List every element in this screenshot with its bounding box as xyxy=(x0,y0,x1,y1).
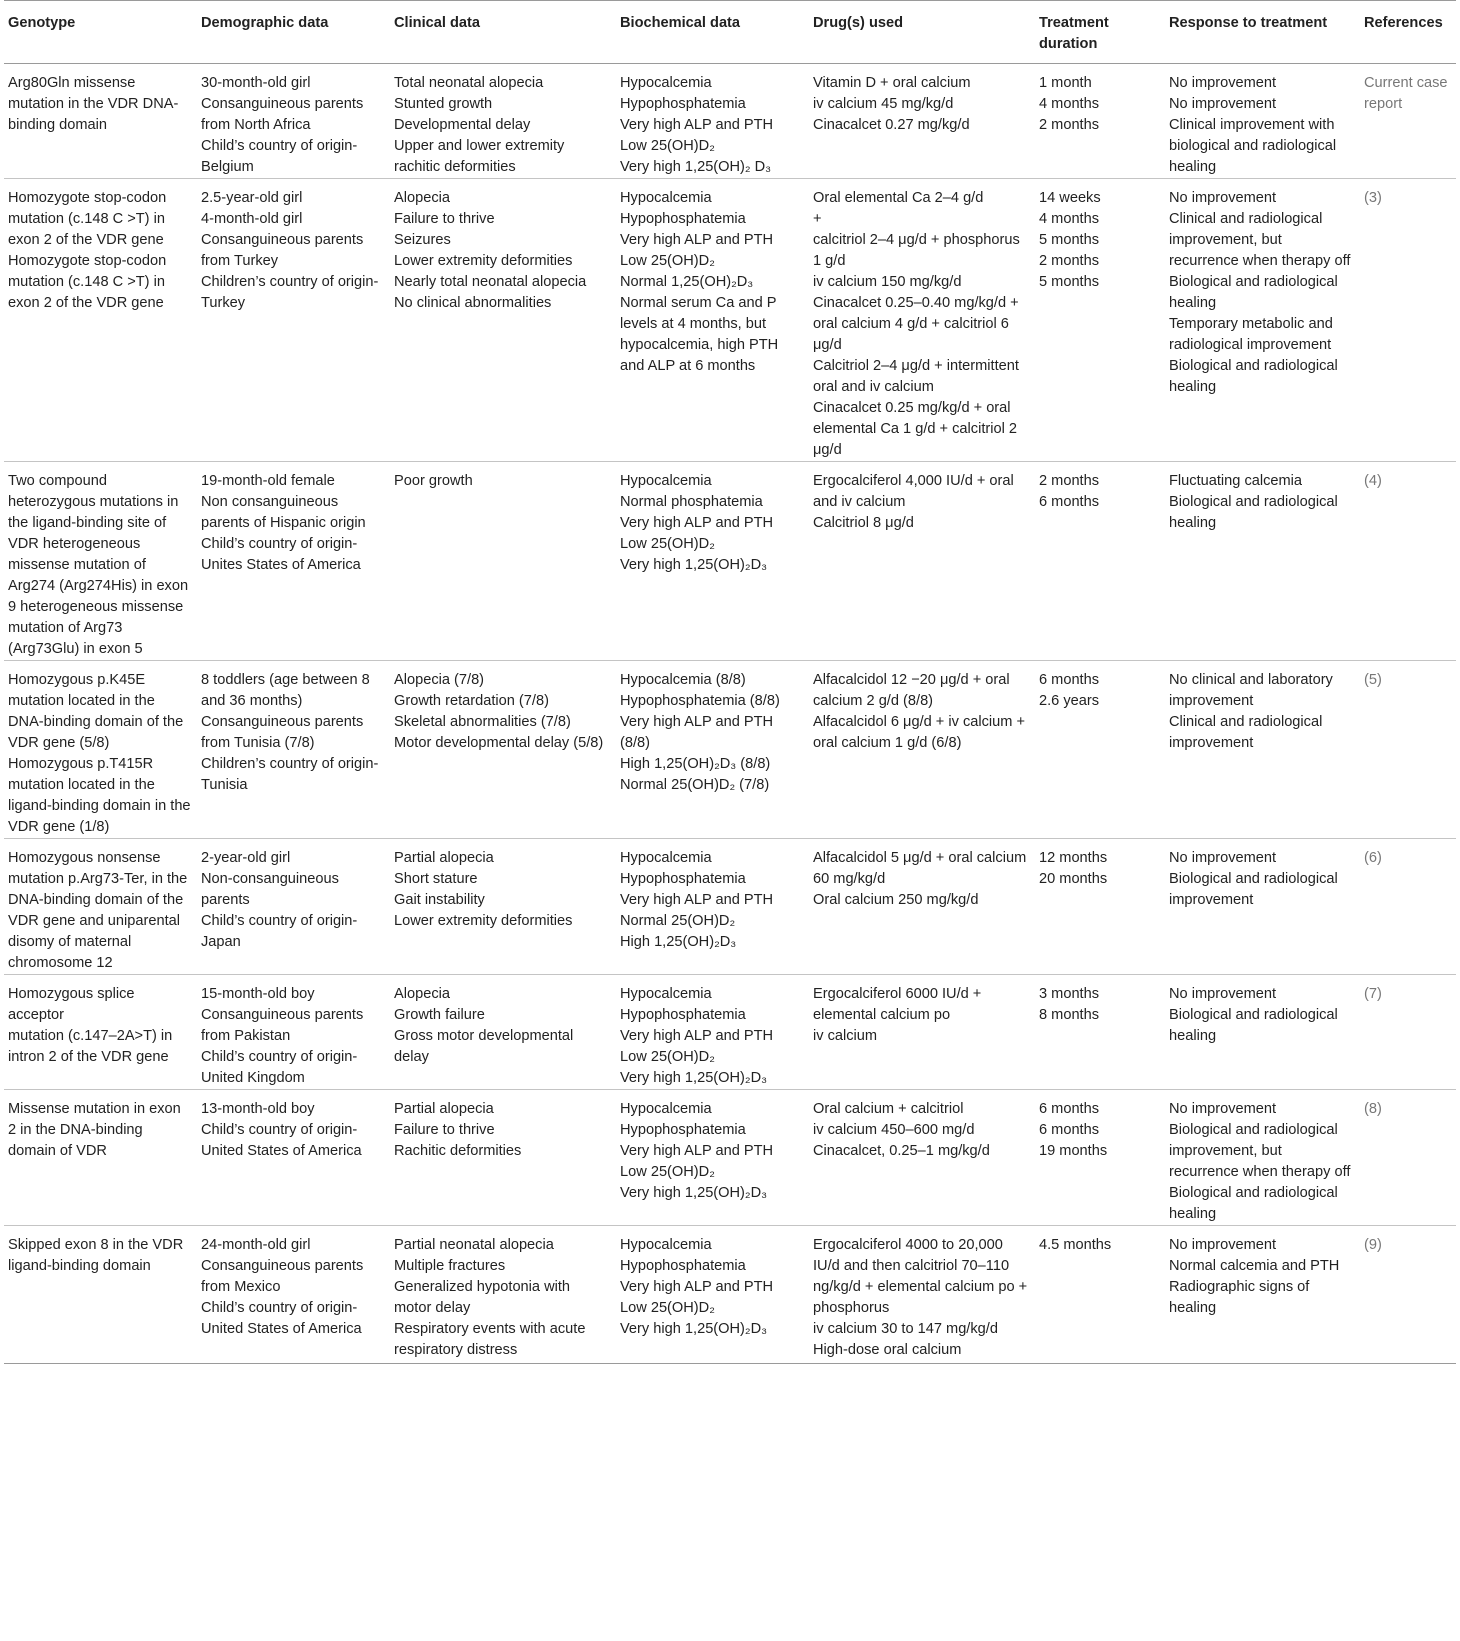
reference-link[interactable]: (6) xyxy=(1364,850,1382,866)
cell-line: iv calcium 150 mg/kg/d xyxy=(813,274,962,290)
cell-line: Biological and radiological improvement xyxy=(1169,871,1338,908)
genotype-cell xyxy=(4,1226,197,1364)
cell-line: Ergocalciferol 4000 to 20,000 IU/d and then calcitriol 70–110 ng/kg/d + elemental calcium po + phosphorus xyxy=(813,1237,1028,1316)
cell-line: Alfacalcidol 12 −20 μg/d + oral calcium 2 g/d (8/8) xyxy=(813,672,1010,709)
duration-cell xyxy=(1035,462,1165,661)
cell-line: Consanguineous parents from Turkey xyxy=(201,232,364,269)
cell-line: Ergocalciferol 6000 IU/d + elemental calcium po xyxy=(813,986,982,1023)
response-cell xyxy=(1165,661,1360,839)
table-header-row xyxy=(4,1,1456,64)
cell-line: Low 25(OH)D₂ xyxy=(620,138,715,154)
cell-line: Cinacalcet 0.27 mg/kg/d xyxy=(813,117,970,133)
cell-line: 6 months xyxy=(1039,672,1100,688)
cell-line: Very high 1,25(OH)₂D₃ xyxy=(620,1321,768,1337)
table-row xyxy=(4,462,1456,661)
response-cell xyxy=(1165,179,1360,462)
cell-line: Very high ALP and PTH xyxy=(620,232,774,248)
cell-line: 4.5 months xyxy=(1039,1237,1112,1253)
cell-line: No improvement xyxy=(1169,1101,1277,1117)
cell-line: Very high 1,25(OH)₂D₃ xyxy=(620,1070,768,1086)
response-cell xyxy=(1165,975,1360,1090)
cell-line: Hypophosphatemia xyxy=(620,1258,746,1274)
cell-line: Normal 1,25(OH)₂D₃ xyxy=(620,274,754,290)
cell-line: Homozygous p.T415R mutation located in the ligand-binding domain in the VDR gene (1/8) xyxy=(8,756,191,835)
cell-line: High 1,25(OH)₂D₃ (8/8) xyxy=(620,756,771,772)
biochemical-cell xyxy=(616,975,809,1090)
table-row xyxy=(4,64,1456,179)
table-row xyxy=(4,1090,1456,1226)
table-row xyxy=(4,975,1456,1090)
drugs-cell xyxy=(809,179,1035,462)
cell-line: Clinical and radiological improvement, but recurrence when therapy off xyxy=(1169,211,1351,269)
cell-line: 15-month-old boy xyxy=(201,986,315,1002)
cell-line: Poor growth xyxy=(394,473,473,489)
drugs-cell xyxy=(809,661,1035,839)
cell-line: 2.5-year-old girl xyxy=(201,190,303,206)
cell-line: Motor developmental delay (5/8) xyxy=(394,735,604,751)
cell-line: Normal phosphatemia xyxy=(620,494,763,510)
response-cell xyxy=(1165,1226,1360,1364)
cell-line: Non-consanguineous parents xyxy=(201,871,339,908)
cell-line: 14 weeks xyxy=(1039,190,1101,206)
cell-line: 5 months xyxy=(1039,232,1100,248)
cell-line: Temporary metabolic and radiological improvement xyxy=(1169,316,1333,353)
cell-line: 1 month xyxy=(1039,75,1092,91)
cell-line: Very high 1,25(OH)₂D₃ xyxy=(620,557,768,573)
biochemical-cell xyxy=(616,1090,809,1226)
cell-line: Arg80Gln missense mutation in the VDR DNA-binding domain xyxy=(8,75,179,133)
references-cell xyxy=(1360,839,1456,975)
clinical-cell xyxy=(390,462,616,661)
cell-line: Oral calcium 250 mg/kg/d xyxy=(813,892,979,908)
cell-line: 8 toddlers (age between 8 and 36 months) xyxy=(201,672,370,709)
drugs-cell xyxy=(809,839,1035,975)
cell-line: Oral elemental Ca 2–4 g/d + calcitriol 2–4 μg/d + phosphorus 1 g/d xyxy=(813,190,1020,269)
genotype-cell xyxy=(4,975,197,1090)
cell-line: 24-month-old girl xyxy=(201,1237,311,1253)
cell-line: No improvement xyxy=(1169,190,1277,206)
cell-line: Lower extremity deformities xyxy=(394,913,573,929)
reference-link[interactable]: (7) xyxy=(1364,986,1382,1002)
reference-link[interactable]: Current case report xyxy=(1364,75,1448,112)
cell-line: Two compound heterozygous mutations in the ligand-binding site of VDR heterogeneous missense mutation of Arg274 (Arg274His) in exon 9 heterogeneous missense mutation of Arg73 (Arg73Glu) in exon 5 xyxy=(8,473,189,657)
cell-line: Partial alopecia xyxy=(394,850,494,866)
cell-line: Hypocalcemia xyxy=(620,473,712,489)
demographic-cell xyxy=(197,64,390,179)
cell-line: Normal serum Ca and P levels at 4 months, but hypocalcemia, high PTH and ALP at 6 months xyxy=(620,295,779,374)
genotype-cell xyxy=(4,661,197,839)
cell-line: Child’s country of origin-Unites States of America xyxy=(201,536,361,573)
clinical-cell xyxy=(390,179,616,462)
table-row xyxy=(4,1226,1456,1364)
cell-line: Hypophosphatemia xyxy=(620,1122,746,1138)
cell-line: No clinical abnormalities xyxy=(394,295,552,311)
cell-line: Cinacalcet, 0.25–1 mg/kg/d xyxy=(813,1143,990,1159)
cell-line: Normal 25(OH)D₂ (7/8) xyxy=(620,777,770,793)
references-cell xyxy=(1360,462,1456,661)
cell-line: Hypocalcemia xyxy=(620,75,712,91)
cell-line: Clinical improvement with biological and radiological healing xyxy=(1169,117,1337,175)
cell-line: Low 25(OH)D₂ xyxy=(620,1164,715,1180)
biochemical-cell xyxy=(616,179,809,462)
genotype-cell xyxy=(4,839,197,975)
cell-line: Total neonatal alopecia xyxy=(394,75,544,91)
header-duration: Treatment duration xyxy=(1035,1,1165,64)
cell-line: Very high ALP and PTH xyxy=(620,1143,774,1159)
references-cell xyxy=(1360,1090,1456,1226)
cell-line: 3 months xyxy=(1039,986,1100,1002)
genotype-cell xyxy=(4,1090,197,1226)
cell-line: Hypocalcemia xyxy=(620,1237,712,1253)
demographic-cell xyxy=(197,179,390,462)
cell-line: 4 months xyxy=(1039,211,1100,227)
demographic-cell xyxy=(197,1090,390,1226)
cell-line: Developmental delay xyxy=(394,117,531,133)
cell-line: Low 25(OH)D₂ xyxy=(620,536,715,552)
genotype-cell xyxy=(4,179,197,462)
cell-line: No clinical and laboratory improvement xyxy=(1169,672,1333,709)
cell-line: Hypophosphatemia xyxy=(620,211,746,227)
header-drugs: Drug(s) used xyxy=(809,1,1035,64)
cell-line: Short stature xyxy=(394,871,478,887)
reference-link[interactable]: (5) xyxy=(1364,672,1382,688)
cell-line: Consanguineous parents from Tunisia (7/8) xyxy=(201,714,364,751)
cell-line: Seizures xyxy=(394,232,451,248)
cell-line: Hypocalcemia xyxy=(620,1101,712,1117)
demographic-cell xyxy=(197,1226,390,1364)
cell-line: Skipped exon 8 in the VDR ligand-binding domain xyxy=(8,1237,184,1274)
cell-line: Low 25(OH)D₂ xyxy=(620,1049,715,1065)
cell-line: Growth failure xyxy=(394,1007,485,1023)
cell-line: Biological and radiological healing xyxy=(1169,1007,1338,1044)
cell-line: 6 months xyxy=(1039,494,1100,510)
drugs-cell xyxy=(809,64,1035,179)
cell-line: 6 months xyxy=(1039,1101,1100,1117)
cell-line: Hypocalcemia xyxy=(620,190,712,206)
reference-link[interactable]: (9) xyxy=(1364,1237,1382,1253)
cell-line: Skeletal abnormalities (7/8) xyxy=(394,714,571,730)
cell-line: Very high 1,25(OH)₂D₃ xyxy=(620,1185,768,1201)
cell-line: Hypophosphatemia xyxy=(620,871,746,887)
duration-cell xyxy=(1035,975,1165,1090)
cell-line: 6 months xyxy=(1039,1122,1100,1138)
cell-line: Biological and radiological healing xyxy=(1169,1185,1338,1222)
table-row xyxy=(4,661,1456,839)
cell-line: Very high ALP and PTH xyxy=(620,117,774,133)
header-clinical: Clinical data xyxy=(390,1,616,64)
clinical-cell xyxy=(390,1090,616,1226)
reference-link[interactable]: (3) xyxy=(1364,190,1382,206)
cell-line: 19 months xyxy=(1039,1143,1108,1159)
response-cell xyxy=(1165,1090,1360,1226)
cell-line: Gait instability xyxy=(394,892,485,908)
cell-line: Hypocalcemia xyxy=(620,850,712,866)
cell-line: Partial alopecia xyxy=(394,1101,494,1117)
demographic-cell xyxy=(197,661,390,839)
cell-line: Homozygous p.K45E mutation located in the DNA-binding domain of the VDR gene (5/8) xyxy=(8,672,184,751)
cell-line: Children’s country of origin-Turkey xyxy=(201,274,379,311)
cell-line: Homozygote stop-codon mutation (c.148 C >T) in exon 2 of the VDR gene xyxy=(8,190,167,248)
cell-line: Biological and radiological healing xyxy=(1169,274,1338,311)
cell-line: Biological and radiological healing xyxy=(1169,494,1338,531)
cell-line: Consanguineous parents from North Africa xyxy=(201,96,364,133)
clinical-cell xyxy=(390,661,616,839)
vdr-mutations-table xyxy=(4,0,1456,1364)
cell-line: Lower extremity deformities xyxy=(394,253,573,269)
cell-line: Low 25(OH)D₂ xyxy=(620,253,715,269)
cell-line: 19-month-old female xyxy=(201,473,335,489)
table-row xyxy=(4,839,1456,975)
references-cell xyxy=(1360,64,1456,179)
cell-line: Child’s country of origin-Japan xyxy=(201,913,358,950)
cell-line: Very high 1,25(OH)₂ D₃ xyxy=(620,159,772,175)
cell-line: Hypophosphatemia xyxy=(620,1007,746,1023)
duration-cell xyxy=(1035,1090,1165,1226)
cell-line: Missense mutation in exon 2 in the DNA-binding domain of VDR xyxy=(8,1101,181,1159)
cell-line: Vitamin D + oral calcium xyxy=(813,75,971,91)
cell-line: Child’s country of origin-Belgium xyxy=(201,138,358,175)
header-references: References xyxy=(1360,1,1456,64)
header-genotype: Genotype xyxy=(4,1,197,64)
cell-line: Homozygous splice acceptor mutation (c.147–2A>T) in intron 2 of the VDR gene xyxy=(8,986,173,1065)
cell-line: Child’s country of origin-United Kingdom xyxy=(201,1049,358,1086)
drugs-cell xyxy=(809,1090,1035,1226)
cell-line: 4 months xyxy=(1039,96,1100,112)
clinical-cell xyxy=(390,839,616,975)
cell-line: 2-year-old girl xyxy=(201,850,291,866)
demographic-cell xyxy=(197,462,390,661)
cell-line: Hypophosphatemia xyxy=(620,96,746,112)
cell-line: No improvement xyxy=(1169,75,1277,91)
references-cell xyxy=(1360,1226,1456,1364)
cell-line: 4-month-old girl xyxy=(201,211,303,227)
cell-line: Radiographic signs of healing xyxy=(1169,1279,1310,1316)
cell-line: Non consanguineous parents of Hispanic origin xyxy=(201,494,366,531)
cell-line: Normal calcemia and PTH xyxy=(1169,1258,1340,1274)
cell-line: Failure to thrive xyxy=(394,1122,495,1138)
cell-line: High-dose oral calcium xyxy=(813,1342,962,1358)
header-response: Response to treatment xyxy=(1165,1,1360,64)
duration-cell xyxy=(1035,839,1165,975)
references-cell xyxy=(1360,975,1456,1090)
duration-cell xyxy=(1035,179,1165,462)
clinical-cell xyxy=(390,1226,616,1364)
cell-line: Consanguineous parents from Pakistan xyxy=(201,1007,364,1044)
drugs-cell xyxy=(809,462,1035,661)
cell-line: Very high ALP and PTH xyxy=(620,1028,774,1044)
cell-line: 5 months xyxy=(1039,274,1100,290)
reference-link[interactable]: (8) xyxy=(1364,1101,1382,1117)
cell-line: Respiratory events with acute respiratory distress xyxy=(394,1321,586,1358)
cell-line: Alfacalcidol 5 μg/d + oral calcium 60 mg/kg/d xyxy=(813,850,1027,887)
cell-line: No improvement xyxy=(1169,986,1277,1002)
cell-line: Cinacalcet 0.25–0.40 mg/kg/d + oral calcium 4 g/d + calcitriol 6 μg/d xyxy=(813,295,1019,353)
cell-line: Fluctuating calcemia xyxy=(1169,473,1303,489)
cell-line: iv calcium 450–600 mg/d xyxy=(813,1122,975,1138)
cell-line: Child’s country of origin-United States of America xyxy=(201,1300,362,1337)
demographic-cell xyxy=(197,975,390,1090)
biochemical-cell xyxy=(616,661,809,839)
cell-line: No improvement xyxy=(1169,96,1277,112)
genotype-cell xyxy=(4,64,197,179)
cell-line: iv calcium xyxy=(813,1028,878,1044)
cell-line: iv calcium 30 to 147 mg/kg/d xyxy=(813,1321,998,1337)
biochemical-cell xyxy=(616,462,809,661)
cell-line: Rachitic deformities xyxy=(394,1143,522,1159)
cell-line: Very high ALP and PTH xyxy=(620,892,774,908)
cell-line: 13-month-old boy xyxy=(201,1101,315,1117)
cell-line: Alopecia (7/8) xyxy=(394,672,485,688)
cell-line: High 1,25(OH)₂D₃ xyxy=(620,934,737,950)
cell-line: Children’s country of origin-Tunisia xyxy=(201,756,379,793)
cell-line: iv calcium 45 mg/kg/d xyxy=(813,96,954,112)
clinical-cell xyxy=(390,64,616,179)
table-row xyxy=(4,179,1456,462)
cell-line: Gross motor developmental delay xyxy=(394,1028,574,1065)
cell-line: Homozygous nonsense mutation p.Arg73-Ter, in the DNA-binding domain of the VDR gene and uniparental disomy of maternal chromosome 12 xyxy=(8,850,188,971)
biochemical-cell xyxy=(616,64,809,179)
cell-line: 2 months xyxy=(1039,473,1100,489)
cell-line: Biological and radiological improvement, but recurrence when therapy off xyxy=(1169,1122,1351,1180)
references-cell xyxy=(1360,661,1456,839)
cell-line: 30-month-old girl xyxy=(201,75,311,91)
cell-line: 2 months xyxy=(1039,253,1100,269)
header-demographic: Demographic data xyxy=(197,1,390,64)
cell-line: Cinacalcet 0.25 mg/kg/d + oral elemental Ca 1 g/d + calcitriol 2 μg/d xyxy=(813,400,1018,458)
duration-cell xyxy=(1035,661,1165,839)
genotype-cell xyxy=(4,462,197,661)
cell-line: Hypophosphatemia (8/8) xyxy=(620,693,780,709)
demographic-cell xyxy=(197,839,390,975)
drugs-cell xyxy=(809,975,1035,1090)
cell-line: 12 months xyxy=(1039,850,1108,866)
cell-line: Failure to thrive xyxy=(394,211,495,227)
cell-line: Alopecia xyxy=(394,190,450,206)
references-cell xyxy=(1360,179,1456,462)
biochemical-cell xyxy=(616,839,809,975)
cell-line: No improvement xyxy=(1169,1237,1277,1253)
cell-line: Calcitriol 2–4 μg/d + intermittent oral and iv calcium xyxy=(813,358,1019,395)
cell-line: Consanguineous parents from Mexico xyxy=(201,1258,364,1295)
cell-line: 2 months xyxy=(1039,117,1100,133)
cell-line: Low 25(OH)D₂ xyxy=(620,1300,715,1316)
cell-line: Homozygote stop-codon mutation (c.148 C >T) in exon 2 of the VDR gene xyxy=(8,253,167,311)
cell-line: Clinical and radiological improvement xyxy=(1169,714,1323,751)
drugs-cell xyxy=(809,1226,1035,1364)
cell-line: Ergocalciferol 4,000 IU/d + oral and iv calcium xyxy=(813,473,1014,510)
cell-line: Very high ALP and PTH xyxy=(620,1279,774,1295)
cell-line: Very high ALP and PTH (8/8) xyxy=(620,714,774,751)
response-cell xyxy=(1165,839,1360,975)
duration-cell xyxy=(1035,64,1165,179)
cell-line: Very high ALP and PTH xyxy=(620,515,774,531)
reference-link[interactable]: (4) xyxy=(1364,473,1382,489)
cell-line: Child’s country of origin-United States of America xyxy=(201,1122,362,1159)
cell-line: Oral calcium + calcitriol xyxy=(813,1101,964,1117)
cell-line: Alfacalcidol 6 μg/d + iv calcium + oral calcium 1 g/d (6/8) xyxy=(813,714,1026,751)
response-cell xyxy=(1165,462,1360,661)
cell-line: Hypocalcemia xyxy=(620,986,712,1002)
table-body xyxy=(4,64,1456,1364)
cell-line: Alopecia xyxy=(394,986,450,1002)
cell-line: Upper and lower extremity rachitic deformities xyxy=(394,138,565,175)
header-biochemical: Biochemical data xyxy=(616,1,809,64)
cell-line: Normal 25(OH)D₂ xyxy=(620,913,736,929)
response-cell xyxy=(1165,64,1360,179)
cell-line: Stunted growth xyxy=(394,96,493,112)
cell-line: 20 months xyxy=(1039,871,1108,887)
cell-line: Multiple fractures xyxy=(394,1258,506,1274)
cell-line: 2.6 years xyxy=(1039,693,1100,709)
cell-line: Growth retardation (7/8) xyxy=(394,693,549,709)
clinical-cell xyxy=(390,975,616,1090)
cell-line: Partial neonatal alopecia xyxy=(394,1237,554,1253)
cell-line: No improvement xyxy=(1169,850,1277,866)
biochemical-cell xyxy=(616,1226,809,1364)
cell-line: Biological and radiological healing xyxy=(1169,358,1338,395)
cell-line: Calcitriol 8 μg/d xyxy=(813,515,914,531)
cell-line: Nearly total neonatal alopecia xyxy=(394,274,587,290)
duration-cell xyxy=(1035,1226,1165,1364)
cell-line: Hypocalcemia (8/8) xyxy=(620,672,746,688)
cell-line: 8 months xyxy=(1039,1007,1100,1023)
cell-line: Generalized hypotonia with motor delay xyxy=(394,1279,571,1316)
